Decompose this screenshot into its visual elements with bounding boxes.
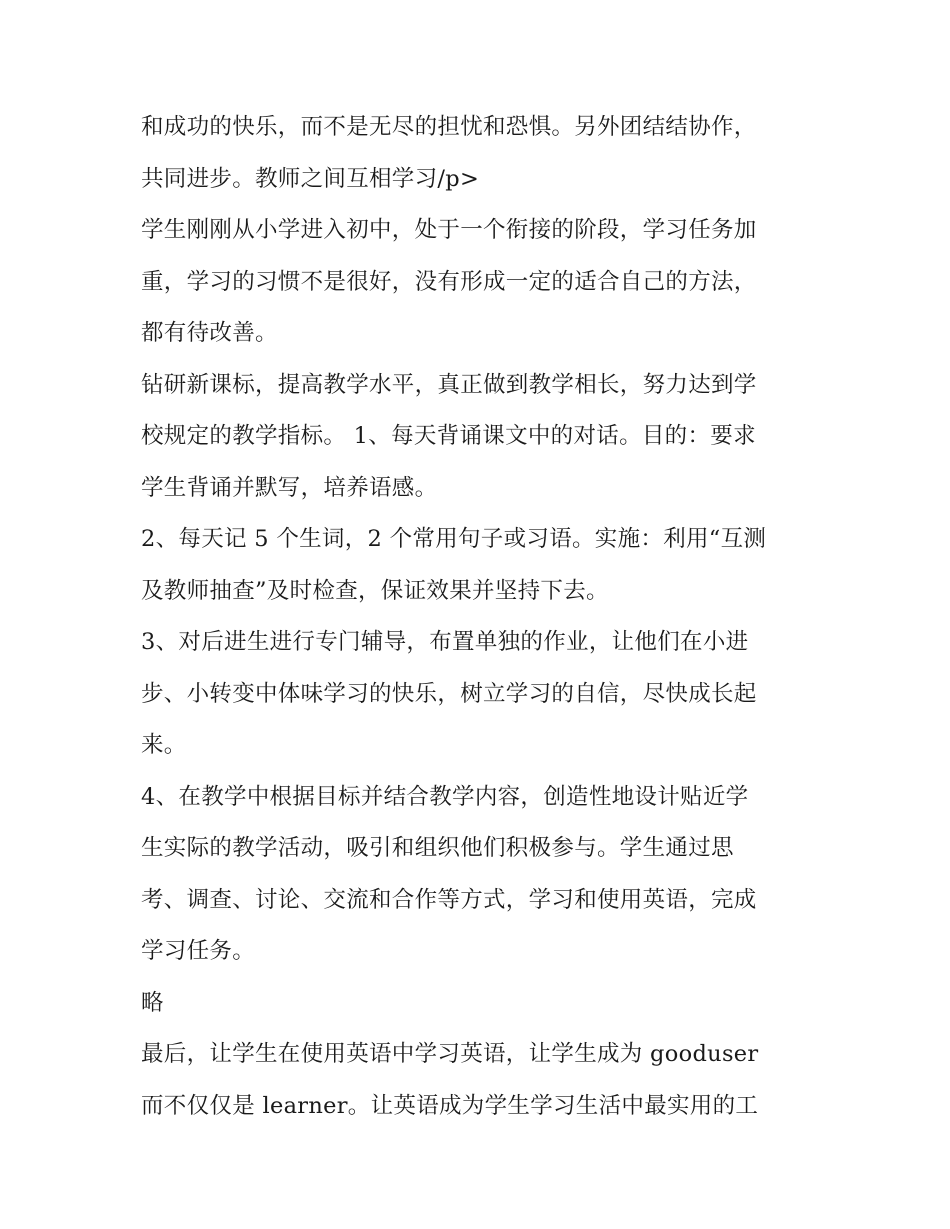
text-line: 步、小转变中体味学习的快乐，树立学习的自信，尽快成长起 [141, 680, 757, 707]
document-body [141, 102, 821, 1132]
text-line: 4、在教学中根据目标并结合教学内容，创造性地设计贴近学 [141, 783, 749, 810]
text-line: 最后，让学生在使用英语中学习英语，让学生成为 gooduser [141, 1041, 759, 1067]
text-line: 重，学习的习惯不是很好，没有形成一定的适合自己的方法， [141, 268, 757, 295]
text-line: 而不仅仅是 learner。让英语成为学生学习生活中最实用的工 [141, 1092, 759, 1119]
text-line: 略 [141, 989, 164, 1016]
text-line: 生实际的教学活动，吸引和组织他们积极参与。学生通过思 [141, 835, 734, 861]
text-line: 2、每天记 5 个生词，2 个常用句子或习语。实施：利用“互测 [141, 526, 767, 552]
text-line: 3、对后进生进行专门辅导，布置单独的作业，让他们在小进 [141, 629, 749, 655]
text-line: 和成功的快乐，而不是无尽的担忧和恐惧。另外团结结协作， [141, 114, 757, 140]
text-line: 共同进步。教师之间互相学习/p> [141, 165, 480, 192]
text-line: 都有待改善。 [141, 320, 278, 346]
text-line: 校规定的教学指标。 1、每天背诵课文中的对话。目的：要求 [141, 423, 756, 449]
text-line: 考、调查、讨论、交流和合作等方式，学习和使用英语，完成 [141, 886, 757, 913]
text-line: 学习任务。 [141, 938, 256, 964]
text-line: 钻研新课标，提高教学水平，真正做到教学相长，努力达到学 [141, 371, 757, 398]
text-line: 学生刚刚从小学进入初中，处于一个衔接的阶段，学习任务加 [141, 217, 757, 243]
text-line: 来。 [141, 732, 187, 758]
text-line: 学生背诵并默写，培养语感。 [141, 474, 438, 501]
text-line: 及教师抽查”及时检查，保证效果并坚持下去。 [141, 577, 609, 604]
